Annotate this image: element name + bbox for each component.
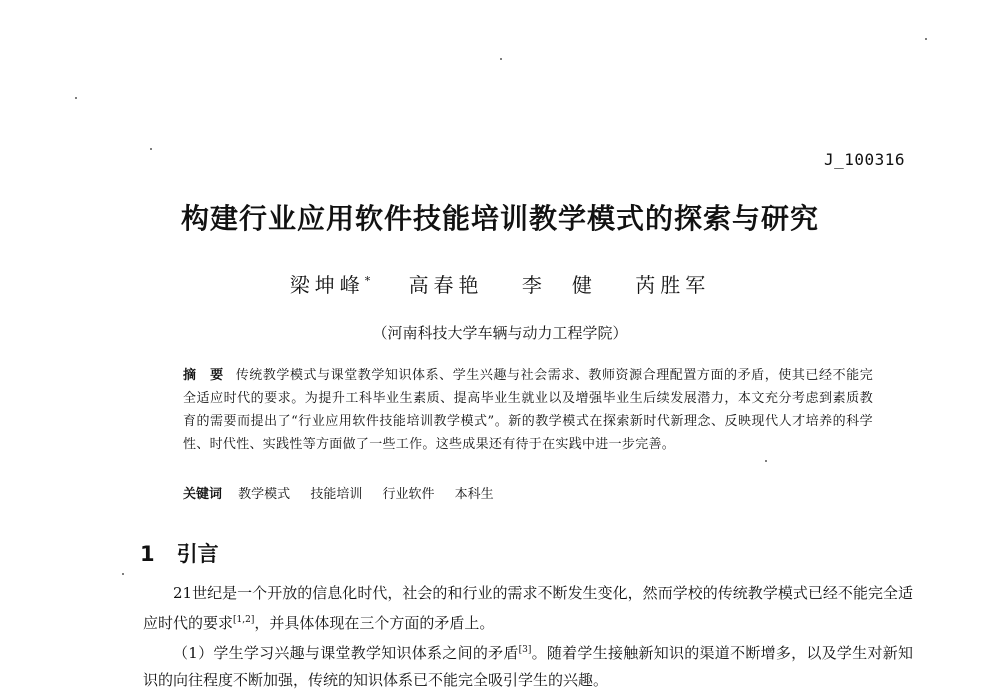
citation: [3] <box>518 645 532 655</box>
author <box>290 269 371 298</box>
scan-speck <box>765 460 767 462</box>
author-name: 高春艳 <box>408 273 484 297</box>
affiliation: （河南科技大学车辆与动力工程学院） <box>372 324 628 342</box>
keyword: 行业软件 <box>382 487 435 502</box>
keywords-label: 关键词 <box>183 487 223 502</box>
author-name: 李 健 <box>521 273 597 297</box>
keyword: 技能培训 <box>310 487 363 502</box>
abstract-label: 摘 要 <box>183 368 224 383</box>
abstract-text: 传统教学模式与课堂教学知识体系、学生兴趣与社会需求、教师资源合理配置方面的矛盾，使其已经不能完全适应时代的要求。为提升工科毕业生素质、提高毕业生就业以及增强毕业生后续发展潜力，本文充分考虑到素质教育的需要而提出了“行业应用软件技能培训教学模式”。新的教学模式在探索新时代新理念、反映现代人才培养的科学性、时代性、实践性等方面做了一些工作。这些成果还有待于在实践中进一步完善。 <box>183 368 873 452</box>
keywords <box>183 483 510 502</box>
document-id: J_100316 <box>823 150 905 169</box>
paragraph <box>143 580 913 637</box>
body-text <box>143 580 913 694</box>
paragraph <box>143 637 913 694</box>
scan-speck <box>75 97 77 99</box>
author <box>409 269 484 298</box>
citation: [1,2] <box>233 615 255 625</box>
paragraph-text: ，并具体体现在三个方面的矛盾上。 <box>254 614 495 632</box>
scan-speck <box>500 58 502 60</box>
corresponding-author-mark: * <box>364 274 371 288</box>
scan-speck <box>925 38 927 40</box>
scan-speck <box>122 573 124 575</box>
author-name: 梁坤峰 <box>289 273 365 297</box>
keyword: 教学模式 <box>238 487 291 502</box>
scan-speck <box>150 148 152 150</box>
section-heading <box>140 538 219 568</box>
abstract <box>183 364 873 456</box>
author <box>522 269 597 298</box>
author-name: 芮胜军 <box>635 273 711 297</box>
paragraph-text: 。随着学生接触新知识的渠道不断增多，以及学生对新知识的向往程度不断加强，传统的知识体系已不能完全吸引学生的兴趣。 <box>143 644 913 689</box>
section-number: 1 <box>140 542 155 566</box>
section-title: 引言 <box>176 542 219 566</box>
paper-title: 构建行业应用软件技能培训教学模式的探索与研究 <box>180 202 819 235</box>
paragraph-text: （1）学生学习兴趣与课堂教学知识体系之间的矛盾 <box>173 644 519 662</box>
paragraph-text: 21世纪是一个开放的信息化时代，社会的和行业的需求不断发生变化，然而学校的传统教学模式已经不能完全适应时代的要求 <box>143 584 913 632</box>
author <box>635 269 710 298</box>
author-list <box>0 269 1000 298</box>
keyword: 本科生 <box>454 487 494 502</box>
